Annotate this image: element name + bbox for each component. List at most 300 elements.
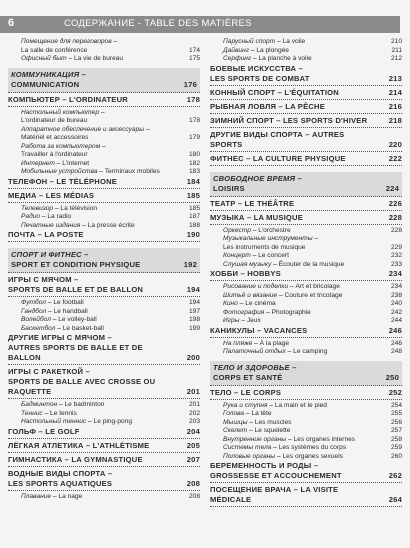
toc-subentry[interactable] (210, 47, 402, 56)
page-number: 220 (388, 139, 402, 149)
french-title: Les muscles (254, 418, 292, 426)
toc-chapter[interactable] (210, 485, 402, 507)
french-title: Photographie (271, 308, 311, 316)
toc-subentry[interactable] (8, 143, 200, 152)
page-number: 190 (186, 230, 200, 239)
toc-chapter-label (210, 461, 402, 481)
toc-chapter[interactable] (8, 177, 200, 189)
section-gap (210, 357, 402, 360)
page-number: 216 (388, 101, 402, 111)
toc-chapter[interactable] (210, 326, 402, 338)
page-number: 214 (388, 87, 402, 97)
toc-chapter[interactable] (210, 88, 402, 100)
russian-title: Рука и ступня – (223, 401, 275, 409)
toc-chapter[interactable] (8, 333, 200, 365)
toc-chapter[interactable] (210, 64, 402, 86)
page-number: 229 (390, 243, 402, 251)
page-number: 238 (390, 291, 402, 299)
russian-title: Фотография – (223, 308, 272, 316)
page-number: 262 (388, 471, 402, 480)
chapter-title-line: КОМПЬЮТЕР – L'ORDINATEUR (8, 94, 128, 104)
toc-subentry[interactable] (210, 55, 402, 64)
toc-chapter-label (210, 102, 402, 112)
toc-subentry[interactable] (210, 436, 402, 445)
toc-chapter-label (210, 199, 402, 209)
toc-subentry[interactable] (210, 410, 402, 419)
toc-subentry-label (21, 222, 200, 231)
toc-subentry[interactable] (210, 340, 402, 349)
toc-subentry-label (223, 410, 402, 419)
french-title: Écouter de la musique (278, 260, 345, 268)
toc-subentry[interactable] (8, 151, 200, 160)
section-heading[interactable] (8, 68, 200, 93)
russian-title: Баскетбол – (21, 324, 63, 332)
toc-chapter-label (8, 441, 200, 451)
russian-title: Помещение для переговоров – (21, 38, 118, 45)
toc-subentry-label (21, 134, 200, 143)
toc-subentry[interactable] (8, 109, 200, 118)
toc-subentry-label (21, 418, 200, 427)
section-heading-label (213, 363, 399, 383)
toc-subentry[interactable] (8, 418, 200, 427)
french-title: Jeux (246, 317, 261, 324)
russian-title: На пляже – (223, 339, 260, 347)
toc-subentry-label (223, 309, 402, 318)
toc-subentry[interactable] (210, 227, 402, 236)
toc-subentry-label (223, 261, 402, 270)
toc-subentry-label (21, 38, 200, 47)
page-number: 188 (188, 221, 200, 229)
toc-subentry[interactable] (8, 493, 200, 502)
toc-chapter[interactable] (8, 441, 200, 453)
toc-subentry[interactable] (210, 283, 402, 292)
page-number: 205 (186, 440, 200, 450)
russian-title: Радио – (21, 213, 48, 220)
french-title: Le badminton (64, 401, 105, 408)
french-title: Couture et tricotage (284, 291, 343, 299)
chapter-title-line: БОЕВЫЕ ИСКУССТВА – (210, 63, 303, 73)
toc-subentry-label (21, 160, 200, 169)
toc-chapter[interactable] (8, 427, 200, 439)
toc-subentry[interactable] (210, 453, 402, 462)
chapter-title-line: SPORTS DE BALLE ET DE BALLON (8, 285, 144, 294)
toc-chapter[interactable] (210, 269, 402, 281)
toc-subentry[interactable] (210, 244, 402, 253)
french-title: La presse écrite (87, 221, 135, 229)
toc-subentry-label (21, 213, 200, 222)
toc-subentry[interactable] (8, 38, 200, 47)
page-number: 264 (388, 495, 402, 504)
toc-subentry[interactable] (210, 419, 402, 428)
toc-subentry[interactable] (8, 126, 200, 135)
toc-subentry-label (223, 244, 402, 253)
toc-column-right (210, 38, 402, 509)
page-number: 180 (188, 151, 200, 158)
toc-subentry-label (223, 348, 402, 357)
toc-subentry[interactable] (210, 252, 402, 261)
russian-title: Волейбол – (21, 316, 59, 323)
chapter-title-line: МЕДИА – LES MÉDIAS (8, 190, 95, 200)
page-number: 218 (388, 115, 402, 125)
russian-title: Концерт – (223, 252, 259, 259)
toc-subentry-label (21, 55, 200, 64)
section-heading-label (11, 70, 197, 90)
toc-chapter[interactable] (210, 116, 402, 128)
page-number: 192 (183, 260, 197, 269)
russian-title: La salle de conférence (21, 46, 88, 54)
toc-subentry[interactable] (8, 55, 200, 64)
page-number: 233 (390, 260, 402, 268)
french-title: La plongée (256, 46, 289, 54)
toc-chapter[interactable] (8, 367, 200, 399)
french-title: L'internet (62, 159, 90, 167)
toc-subentry[interactable] (8, 117, 200, 126)
toc-subentry[interactable] (210, 235, 402, 244)
russian-title: Мобильные устройства – (21, 168, 105, 175)
toc-chapter-label (8, 427, 200, 437)
chapter-title-line: ИГРЫ С РАКЕТКОЙ – (8, 367, 90, 376)
russian-title: Системы тела – (223, 444, 279, 451)
section-heading-russian: СВОБОДНОЕ ВРЕМЯ – (213, 173, 303, 183)
page-number: 232 (390, 252, 402, 259)
toc-subentry-label (21, 325, 200, 334)
section-heading[interactable] (210, 361, 402, 386)
russian-title: Внутренние органы – (223, 435, 294, 443)
russian-title: Бадминтон – (21, 401, 65, 408)
toc-chapter[interactable] (8, 95, 200, 107)
russian-title: Matériel et accessoires (21, 134, 89, 141)
page-number: 258 (390, 435, 402, 443)
toc-chapter-label (210, 485, 402, 505)
toc-chapter-label (8, 95, 200, 105)
page-number: 201 (188, 401, 200, 408)
chapter-title-line: ИГРЫ С МЯЧОМ – (8, 275, 79, 284)
russian-title: Les instruments de musique (223, 243, 306, 251)
toc-subentry-label (223, 292, 402, 301)
chapter-title-line: ЛЁГКАЯ АТЛЕТИКА – L'ATHLÉTISME (8, 440, 150, 450)
page-number: 213 (388, 73, 402, 83)
toc-subentry[interactable] (8, 213, 200, 222)
toc-subentry-label (21, 205, 200, 214)
toc-chapter[interactable] (210, 154, 402, 166)
chapter-title-line: LES SPORTS AQUATIQUES (8, 478, 113, 488)
page-number: 178 (186, 94, 200, 104)
toc-chapter-label (8, 230, 200, 240)
chapter-title-line: SPORTS DE BALLE AVEC CROSSE OU (8, 377, 156, 386)
page-number: 6 (8, 17, 15, 29)
toc-chapter[interactable] (210, 199, 402, 211)
russian-title: Палаточный отдых – (223, 348, 294, 355)
section-heading[interactable] (210, 172, 402, 197)
toc-chapter-label (210, 116, 402, 126)
toc-subentry[interactable] (210, 38, 402, 47)
toc-chapter[interactable] (210, 213, 402, 225)
russian-title: Серфинг – (223, 55, 259, 62)
french-title: La vie de bureau (73, 55, 124, 62)
french-title: Le basket-ball (62, 324, 104, 332)
page-number: 211 (391, 46, 402, 54)
french-title: La planche à voile (258, 55, 312, 62)
toc-subentry-label (223, 444, 402, 453)
toc-chapter-label (8, 177, 200, 187)
toc-chapter[interactable] (8, 230, 200, 242)
page-number: 187 (188, 213, 200, 220)
toc-subentry[interactable] (210, 309, 402, 318)
french-title: Les systèmes du corps (278, 444, 347, 451)
toc-subentry[interactable] (8, 134, 200, 143)
toc-subentry[interactable] (210, 402, 402, 411)
chapter-title-line: ГОЛЬФ – LE GOLF (8, 426, 80, 436)
page-number: 248 (390, 348, 402, 355)
chapter-title-line: КАНИКУЛЫ – VACANCES (210, 325, 308, 335)
chapter-title-line: БЕРЕМЕННОСТЬ И РОДЫ – (210, 461, 319, 470)
toc-subentry-label (21, 168, 200, 177)
page-number: 212 (390, 55, 402, 62)
russian-title: Дайвинг – (223, 46, 257, 54)
section-heading[interactable] (8, 248, 200, 273)
french-title: Les organes sexuels (282, 452, 343, 460)
russian-title: Музыкальные инструменты – (223, 235, 319, 242)
russian-title: Кино – (223, 300, 246, 307)
toc-chapter[interactable] (8, 455, 200, 467)
page-number: 226 (388, 198, 402, 208)
page-number: 208 (188, 492, 200, 500)
page-number: 203 (188, 418, 200, 425)
toc-subentry-label (21, 47, 200, 56)
toc-subentry-label (21, 151, 200, 160)
toc-chapter[interactable] (8, 469, 200, 491)
chapter-title-line: RAQUETTE (8, 387, 52, 396)
page-number: 183 (188, 168, 200, 175)
russian-title: Голова – (223, 410, 252, 417)
toc-chapter[interactable] (210, 461, 402, 483)
french-title: Le cinéma (245, 300, 276, 307)
toc-subentry[interactable] (8, 168, 200, 177)
toc-chapter-label (210, 326, 402, 336)
page-number: 204 (186, 426, 200, 436)
chapter-title-line: LES SPORTS DE COMBAT (210, 73, 310, 83)
russian-title: Плавание – (21, 492, 59, 500)
chapter-title-line: ТЕЛЕФОН – LE TÉLÉPHONE (8, 176, 118, 186)
toc-subentry[interactable] (210, 292, 402, 301)
toc-chapter[interactable] (8, 275, 200, 297)
toc-subentry-label (223, 317, 402, 326)
page-number: 194 (188, 299, 200, 306)
toc-subentry[interactable] (210, 261, 402, 270)
french-title: Le volley-ball (58, 316, 97, 323)
toc-subentry-label (223, 283, 402, 292)
section-heading-russian: КОММУНИКАЦИЯ – (11, 69, 87, 79)
russian-title: Аппаратное обеспечение и аксессуары – (21, 125, 150, 133)
page-number: 260 (390, 452, 402, 460)
russian-title: Слушая музыку – (223, 260, 279, 268)
toc-chapter[interactable] (8, 191, 200, 203)
page-number: 185 (188, 204, 200, 212)
page-number: 194 (186, 285, 200, 294)
section-gap (210, 168, 402, 171)
chapter-title-line: ТЕАТР – LE THÉÂTRE (210, 198, 295, 208)
page-number: 250 (385, 372, 399, 382)
toc-subentry[interactable] (8, 316, 200, 325)
page-number: 246 (390, 339, 402, 347)
section-gap (8, 64, 200, 67)
section-heading-russian: ТЕЛО И ЗДОРОВЬЕ – (213, 362, 297, 372)
page-number: 234 (388, 269, 402, 278)
page-number: 252 (388, 387, 402, 397)
toc-subentry-label (21, 143, 200, 152)
toc-subentry[interactable] (8, 160, 200, 169)
russian-title: Travailler à l'ordinateur (21, 151, 88, 158)
section-heading-russian: СПОРТ И ФИТНЕС – (11, 250, 89, 259)
chapter-title-line: ФИТНЕС – LA CULTURE PHYSIQUE (210, 153, 346, 163)
russian-title: Футбол – (21, 299, 54, 306)
chapter-title-line: КОННЫЙ СПОРТ – L'ÉQUITATION (210, 87, 339, 97)
page-number: 197 (188, 307, 200, 315)
page-number: 222 (388, 153, 402, 163)
page-number: 174 (188, 46, 200, 54)
page-number: 202 (188, 409, 200, 417)
chapter-title-line: МУЗЫКА – LA MUSIQUE (210, 212, 303, 222)
russian-title: Печатные издания – (21, 221, 88, 229)
page-number: 254 (390, 401, 402, 409)
page-number: 175 (188, 55, 200, 62)
toc-chapter-label (210, 269, 402, 279)
toc-chapter[interactable] (210, 102, 402, 114)
russian-title: Рисование и поделки – (223, 283, 296, 290)
toc-chapter-label (8, 455, 200, 465)
french-title: Le tennis (50, 409, 77, 417)
toc-subentry-label (223, 419, 402, 428)
toc-chapter-label (210, 388, 402, 398)
toc-subentry-label (21, 316, 200, 325)
section-heading-label (11, 250, 197, 270)
section-heading-french: SPORT ET CONDITION PHYSIQUE (11, 260, 141, 269)
chapter-title-line: ПОЧТА – LA POSTE (8, 230, 84, 239)
toc-chapter[interactable] (210, 130, 402, 152)
toc-subentry[interactable] (8, 299, 200, 308)
toc-chapter-label (8, 191, 200, 201)
russian-title: Настольный компьютер – (21, 108, 105, 116)
toc-chapter[interactable] (210, 388, 402, 400)
russian-title: L'ordinateur de bureau (21, 117, 88, 124)
toc-subentry-label (21, 410, 200, 419)
chapter-title-line: РЫБНАЯ ЛОВЛЯ – LA PÊCHE (210, 101, 325, 111)
toc-subentry[interactable] (8, 205, 200, 214)
page-title: СОДЕРЖАНИЕ - TABLE DES MATIÈRES (64, 18, 252, 29)
french-title: Terminaux mobiles (104, 168, 160, 175)
toc-subentry-label (223, 436, 402, 445)
header-bar (0, 16, 400, 33)
toc-chapter-label (210, 213, 402, 223)
page-number: 207 (186, 454, 200, 464)
toc-subentry[interactable] (8, 401, 200, 410)
page-number: 256 (390, 418, 402, 426)
page-number: 255 (390, 410, 402, 417)
toc-chapter-label (210, 154, 402, 164)
toc-subentry-label (21, 299, 200, 308)
toc-subentry[interactable] (8, 325, 200, 334)
toc-chapter-label (8, 367, 200, 397)
toc-subentry[interactable] (210, 427, 402, 436)
section-heading-french: CORPS ET SANTÉ (213, 372, 283, 382)
chapter-title-line: ГИМНАСТИКА – LA GYMNASTIQUE (8, 454, 143, 464)
toc-chapter-label (210, 130, 402, 150)
french-title: Le concert (258, 252, 289, 259)
russian-title: Гандбол – (21, 307, 54, 315)
french-title: Le ping-pong (93, 418, 133, 425)
toc-subentry[interactable] (210, 348, 402, 357)
page-number: 242 (390, 308, 402, 316)
chapter-title-line: ЗИМНИЙ СПОРТ – LES SPORTS D'HIVER (210, 115, 368, 125)
french-title: La main et le pied (274, 401, 327, 409)
french-title: La tête (251, 410, 272, 417)
russian-title: Офисный быт – (21, 55, 74, 62)
toc-subentry-label (223, 427, 402, 436)
toc-subentry-label (21, 126, 200, 135)
french-title: La radio (47, 213, 72, 220)
russian-title: Игры – (223, 317, 247, 324)
chapter-title-line: GROSSESSE ET ACCOUCHEMENT (210, 471, 342, 480)
section-gap (8, 244, 200, 247)
russian-title: Мышцы – (223, 418, 255, 426)
russian-title: Телевизор – (21, 204, 61, 212)
toc-subentry[interactable] (210, 317, 402, 326)
toc-subentry-label (223, 38, 402, 47)
page-number: 244 (390, 317, 402, 324)
toc-subentry[interactable] (210, 444, 402, 453)
page-number: 208 (186, 478, 200, 488)
toc-subentry[interactable] (8, 47, 200, 56)
page-number: 210 (390, 38, 402, 45)
chapter-title-line: AUTRES SPORTS DE BALLE ET DE BALLON (8, 343, 143, 362)
toc-subentry-label (21, 493, 200, 502)
page-number: 200 (186, 353, 200, 362)
page-number: 179 (188, 134, 200, 141)
french-title: Les organes internes (293, 435, 356, 443)
toc-subentry-label (223, 47, 402, 56)
toc-subentry-label (21, 109, 200, 118)
toc-subentry[interactable] (8, 222, 200, 231)
page-number: 246 (388, 325, 402, 335)
page-number: 201 (186, 387, 200, 396)
russian-title: Скелет – (223, 427, 255, 434)
russian-title: Шитьё и вязание – (223, 291, 285, 299)
french-title: La télévision (60, 204, 98, 212)
russian-title: Теннис – (21, 409, 51, 417)
chapter-title-line: ХОББИ – HOBBYS (210, 269, 281, 278)
page-number: 198 (188, 316, 200, 323)
toc-chapter-label (210, 64, 402, 84)
toc-subentry-label (21, 308, 200, 317)
toc-subentry-label (21, 401, 200, 410)
russian-title: Половые органы – (223, 452, 283, 460)
french-title: La nage (58, 492, 83, 500)
toc-chapter-label (8, 275, 200, 295)
toc-chapter-label (8, 469, 200, 489)
page-number: 224 (385, 183, 399, 193)
page-number: 176 (183, 79, 197, 89)
page-number: 185 (186, 190, 200, 200)
page-number: 184 (186, 176, 200, 186)
page-number: 257 (390, 427, 402, 434)
toc-subentry[interactable] (8, 410, 200, 419)
toc-subentry[interactable] (210, 300, 402, 309)
russian-title: Интернет – (21, 159, 63, 167)
russian-title: Оркестр – (223, 226, 259, 234)
french-title: L'orchestre (258, 226, 291, 234)
chapter-title-line: ДРУГИЕ ВИДЫ СПОРТА – AUTRES SPORTS (210, 129, 345, 149)
toc-subentry[interactable] (8, 308, 200, 317)
